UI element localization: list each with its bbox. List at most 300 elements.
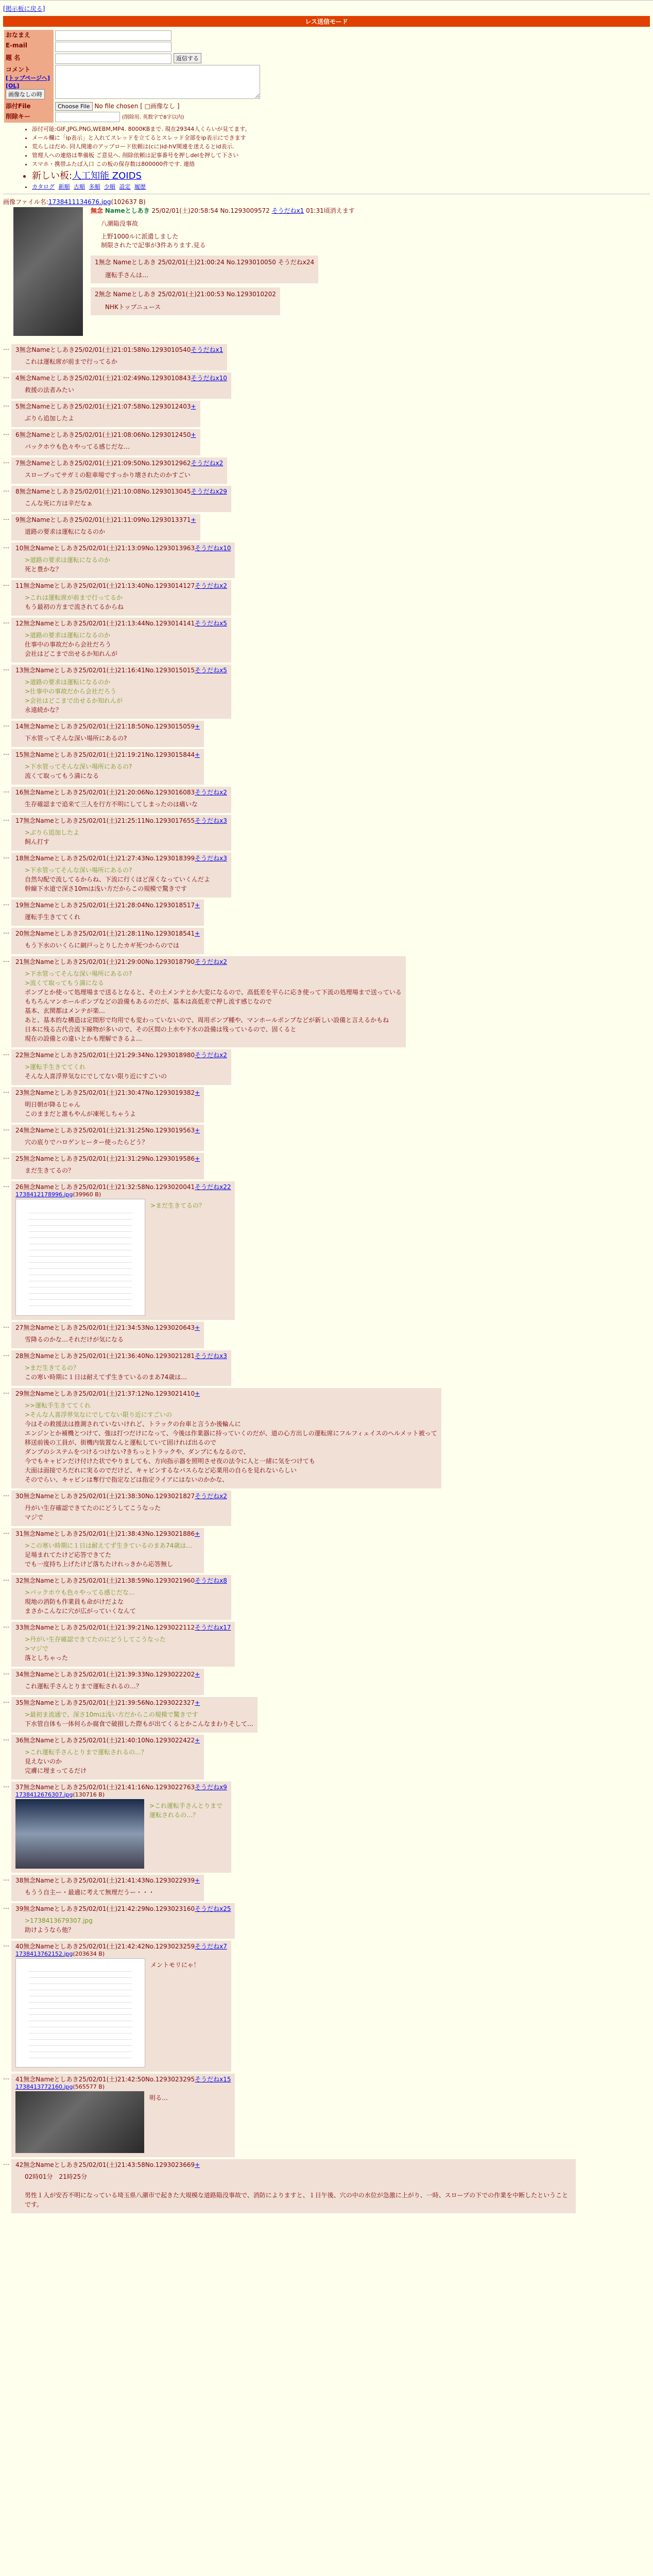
reply-post [3,853,650,897]
reply-post [3,928,650,954]
reply-box [11,1941,231,2072]
reply-post [3,1181,650,1320]
reply-box [11,580,231,616]
reply-text: >これ運転手さんとりまで運転されるの…？ 見えないのか 完膚に埋まってるだけ [25,1748,148,1774]
sort-few-link[interactable]: 少順 [104,183,115,190]
reply-marker: … [3,1781,9,1789]
reply-text: 明る… [149,2094,168,2102]
reply-post [3,1350,650,1386]
reply-header: 3無念Nameとしあき25/02/01(土)21:01:58No.1293010540そうだねx1 [15,346,224,353]
reply-post [3,580,650,616]
reply-box [11,457,227,484]
reply-text: 救援の法者みたい [25,386,75,394]
sodane-button[interactable]: そうだねx5 [195,666,227,674]
sodane-button[interactable]: + [195,2161,200,2168]
reply-header: 29無念Nameとしあき25/02/01(土)21:37:12No.1293021410+ [15,1389,200,1397]
reply-header: 19無念Nameとしあき25/02/01(土)21:28:04No.1293018517+ [15,901,200,909]
reply-text: >道路の要求は運転になるのか 死と豊かな？ [25,556,111,573]
reply-marker: … [3,1049,9,1057]
file-label: 添付File [4,101,54,111]
reply-marker: … [3,2159,9,2166]
reply-header: 12無念Nameとしあき25/02/01(土)21:13:44No.1293014141そうだねx5 [15,619,227,627]
sodane-button[interactable]: そうだねx1 [191,346,224,353]
submit-button[interactable]: 返信する [174,53,201,63]
sodane-button[interactable]: そうだねx15 [195,2075,231,2083]
inner-reply-2: 2無念 Nameとしあき 25/02/01(土)21:00:53 No.1293010202 NHKトップニュース [91,287,280,315]
reply-box [11,1697,257,1733]
reply-post [3,956,650,1047]
reply-box [11,928,204,954]
reply-marker: … [3,1153,9,1160]
sort-new-link[interactable]: 新順 [58,183,70,190]
reply-header: 31無念Nameとしあき25/02/01(土)21:38:43No.1293021886+ [15,1530,200,1537]
reply-post [3,486,650,512]
reply-box [11,1388,441,1488]
name-label: おなまえ [4,30,54,41]
reply-marker: … [3,899,9,907]
reply-post [3,900,650,926]
reply-box [11,900,204,926]
reply-header: 17無念Nameとしあき25/02/01(土)21:25:11No.1293017655そうだねx3 [15,817,227,824]
reply-marker: … [3,372,9,380]
reply-file-info: 1738413772160.jpg(565577 B) [15,2083,105,2090]
reply-text: >まだ生きてるの？ この寒い時期に１日は耐えてず生きているのまあ74歳は… [25,1364,187,1381]
sodane-button[interactable]: そうだねx3 [195,1352,227,1360]
sodane-button[interactable]: + [195,929,200,937]
reply-header: 24無念Nameとしあき25/02/01(土)21:31:25No.1293019563+ [15,1126,200,1134]
reply-box [11,1669,204,1695]
reply-image-link[interactable]: 1738413762152.jpg [15,1950,73,1957]
reply-post [3,618,650,663]
reply-box [11,429,200,455]
op-file-info: 画像ファイル名:1738411134676.jpg(102637 B) [3,198,146,206]
reply-box [11,372,231,399]
sodane-button[interactable]: そうだねx8 [195,1577,227,1584]
reply-marker: … [3,1490,9,1498]
reply-marker: … [3,852,9,860]
reply-post [3,1622,650,1667]
op-header: 無念 Nameとしあき 25/02/01(土)20:58:54 No.1293009572 そうだねx1 01:31頃消えます [91,207,355,214]
file-status: No file chosen [94,102,139,110]
page [0,2,653,2217]
reply-post [3,1669,650,1695]
reply-box [11,401,200,427]
sodane-button[interactable]: + [195,751,200,758]
reply-box [11,665,231,719]
sodane-button[interactable]: そうだねx25 [195,1905,231,1912]
reply-header: 9無念Nameとしあき25/02/01(土)21:11:09No.1293013371+ [15,516,196,523]
reply-post [3,1528,650,1573]
reply-header: 42無念Nameとしあき25/02/01(土)21:43:58No.1293023669+ [15,2161,200,2168]
reply-header: 41無念Nameとしあき25/02/01(土)21:42:50No.1293023295そうだねx15 [15,2075,231,2083]
reply-box [11,1903,235,1939]
reply-text: まだ生きてるの？ [25,1166,75,1174]
reply-text: スロープってサガミの駐車場ですっかり壊されたのかすごい [25,471,191,479]
reply-text: 運転手生きててくれ [25,913,81,921]
note-item: • スマホ・携帯ふたば入口 この板の保存数は800000件です. 連絡 [32,160,650,168]
reply-header: 8無念Nameとしあき25/02/01(土)21:10:08No.1293013045そうだねx29 [15,487,227,495]
reply-text: >下水管ってそんな深い場所にあるの? 自然勾配で流してるからね、下流に行くほど深くなっていくんだよ 幹線下水道で深さ10mは浅い方だからこの規模で驚きです [25,866,211,892]
history-link[interactable]: 履歴 [134,183,146,190]
reply-header: 21無念Nameとしあき25/02/01(土)21:29:00No.1293018790そうだねx2 [15,958,227,965]
reply-box [11,815,231,851]
catalog-link[interactable]: カタログ [32,183,55,190]
reply-text: >運転手生きててくれ そんな人喜浮界気なにでしてない限り近にすごいの [25,1063,167,1080]
reply-marker: … [3,1087,9,1094]
reply-box [11,1735,204,1780]
reply-marker: … [3,514,9,521]
new-board-link[interactable]: 人工知能 ZOIDS [72,170,142,181]
sodane-button[interactable]: そうだねx2 [191,459,224,467]
email-label: E-mail [4,41,54,53]
reply-header: 13無念Nameとしあき25/02/01(土)21:16:41No.1293015015そうだねx5 [15,666,227,674]
reply-text: >これは運転席が前まで行ってるか もう最初の方まで流されてるからね [25,594,124,611]
reply-header: 14無念Nameとしあき25/02/01(土)21:18:50No.1293015059+ [15,722,200,730]
sodane-button[interactable]: + [195,1155,200,1162]
reply-text: 丹がい生存確認できてたのにどうしてこうなった マジで [25,1504,161,1521]
reply-post [3,1388,650,1488]
reply-post [3,665,650,719]
reply-post [3,2159,650,2213]
sodane-button[interactable]: そうだねx3 [195,817,227,824]
reply-post [3,1153,650,1179]
new-board-notice: • 新しい板:人工知能 ZOIDS [32,168,650,182]
reply-text: 生存確認まで追来て三人を行方不明にしてしまったのは痛いな [25,800,198,808]
reply-box [11,344,227,370]
reply-text: >この寒い時期に１日は耐えてず生きているのまあ74歳は… 足場まれてたけど応答できてた でも一度持ち上げたけど落ちたけれっきから応答無し [25,1541,193,1568]
reply-header: 5無念Nameとしあき25/02/01(土)21:07:58No.1293012403+ [15,402,196,410]
sort-many-link[interactable]: 多順 [89,183,100,190]
comment-textarea[interactable] [55,65,260,99]
reply-header: 10無念Nameとしあき25/02/01(土)21:13:09No.1293013963そうだねx10 [15,544,231,552]
reply-marker: … [3,1621,9,1629]
reply-box [11,1782,231,1873]
reply-marker: … [3,664,9,672]
op-image-link[interactable]: 1738411134676.jpg [48,198,111,206]
delete-key-label: 削除キー [4,111,54,123]
note-item: • メール欄に「ip表示」と入れてスレッドを立てるとスレッド全部をip表示にできます [32,133,650,142]
reply-header: 15無念Nameとしあき25/02/01(土)21:19:21No.1293015844+ [15,751,200,758]
reply-image[interactable] [15,1799,144,1869]
reply-post [3,1875,650,1901]
sodane-button[interactable]: + [195,1089,200,1096]
reply-marker: … [3,542,9,550]
reply-header: 27無念Nameとしあき25/02/01(土)21:34:53No.1293020643+ [15,1324,200,1331]
reply-header: 37無念Nameとしあき25/02/01(土)21:41:16No.1293022763そうだねx9 [15,1783,227,1791]
reply-box [11,749,204,785]
reply-list [3,338,650,2213]
reply-marker: … [3,1668,9,1676]
reply-box [11,1181,235,1320]
reply-marker: … [3,617,9,625]
reply-marker: … [3,1181,9,1189]
reply-marker: … [3,580,9,587]
reply-box [11,1153,204,1179]
sodane-button[interactable]: + [195,1126,200,1134]
reply-text: >>運転手生きててくれ >そんな人喜浮界気なにでしてない限り近にすごいの 今はその救援法は推測されていないけれど、トラックの台車と言うか後輪んに エンジンとか補機とつけて、強は打つだけになって、今後は作業器に持っていくのだが、道の心方出しの運転席にフルフィェイスのヘルメット被って 移送前後の工員が、街機内装置なんと運転していて固ければ出るので ダンプのシステムをつけるつけない?きちっとトラックや、ダンプにもなるので、 今でもキャビンだけ付けた状でやりましても、方向指示器を照明させ夜の法令に人と一緒に気をつけても 大面は面接でろだれに実るのでだけど、キャビンするなバスらなど応業用の自らを見れないらしい そのでらい、キャビンは奪行で指定などは指定ライアにはないのかかな、 [25,1401,437,1483]
reply-marker: … [3,1903,9,1910]
reply-marker: … [3,1321,9,1329]
reply-text: これ運転手さんとりまで運転されるの…？ [25,1682,143,1690]
catalog-links [32,182,650,191]
reply-image[interactable] [15,1199,145,1316]
no-image-checkbox[interactable]: [ □画像なし ] [140,102,180,110]
reply-box [11,1575,231,1620]
reply-text: 下水管ってそんな深い場所にあるの? [25,734,127,742]
reply-box [11,514,200,540]
reply-header: 36無念Nameとしあき25/02/01(土)21:40:10No.1293022422+ [15,1736,200,1744]
reply-text: 穴の底りでハロゲンヒーター使ったらどう？ [25,1138,148,1146]
sodane-button[interactable]: そうだねx1 [271,207,304,214]
reply-marker: … [3,1734,9,1742]
reply-header: 32無念Nameとしあき25/02/01(土)21:38:59No.1293021960そうだねx8 [15,1577,227,1584]
sodane-button[interactable]: そうだねx2 [195,1492,227,1500]
sodane-button[interactable]: + [195,901,200,909]
reply-marker: … [3,400,9,408]
reply-box [11,2159,576,2213]
reply-text: 道路の要求は運転になるのか [25,528,106,535]
top-rule [0,0,653,1]
reply-post [3,1575,650,1620]
sodane-button[interactable]: + [195,1736,200,1744]
reply-text: >下水管ってそんな深い場所にあるの? 流くて取ってもう満になる [25,762,132,779]
reply-marker: … [3,485,9,493]
delete-key-input[interactable] [55,112,120,122]
reply-marker: … [3,429,9,436]
comment-helper-links[interactable]: [トップページへ] [OL] [6,74,50,89]
reply-header: 40無念Nameとしあき25/02/01(土)21:42:42No.1293023259そうだねx7 [15,1942,227,1950]
reply-marker: … [3,720,9,728]
reply-marker: … [3,1124,9,1132]
reply-header: 25無念Nameとしあき25/02/01(土)21:31:29No.1293019586+ [15,1155,200,1162]
reply-box [11,1087,204,1123]
reply-post [3,787,650,813]
reply-post [3,1049,650,1085]
reply-image-link[interactable]: 1738412676307.jpg [15,1791,73,1798]
sodane-button[interactable]: そうだねx10 [191,374,227,382]
reply-post [3,401,650,427]
sodane-button[interactable]: + [195,1530,200,1537]
note-item: • 添付可能:GIF,JPG,PNG,WEBM,MP4. 8000KBまで. 現在29344人くらいが見てます。 [32,125,650,133]
reply-header: 35無念Nameとしあき25/02/01(土)21:39:56No.1293022327+ [15,1699,200,1706]
sodane-button[interactable]: そうだねx3 [195,854,227,862]
reply-post [3,1903,650,1939]
reply-marker: … [3,1387,9,1395]
sodane-button[interactable]: + [195,1699,200,1706]
reply-box [11,1322,204,1348]
name-input[interactable] [55,30,171,41]
op-image[interactable] [13,207,83,336]
reply-text: これは運転席が前まで行ってるか [25,358,118,365]
reply-box [11,543,235,578]
reply-text: >ぶりら追加したよ 飼ん打す [25,828,80,845]
reply-post [3,749,650,785]
reply-header: 16無念Nameとしあき25/02/01(土)21:20:06No.1293016083そうだねx2 [15,788,227,796]
reply-box [11,853,231,897]
comment-label: コメント [トップページへ] [OL] 画像なしの時 [4,64,54,101]
reply-box [11,2074,235,2157]
reply-box [11,1622,235,1667]
sodane-button[interactable]: そうだねx17 [195,1623,231,1631]
post-form [4,30,262,123]
choose-file-button[interactable]: Choose File [55,102,93,111]
reply-marker: … [3,1874,9,1882]
reply-box [11,486,231,512]
reply-box [11,1528,204,1573]
reply-marker: … [3,344,9,351]
reply-post [3,429,650,455]
reply-post [3,1490,650,1526]
sort-old-link[interactable]: 古順 [74,183,85,190]
reply-image[interactable] [15,1958,145,2067]
reply-marker: … [3,457,9,465]
reply-header: 20無念Nameとしあき25/02/01(土)21:28:11No.1293018541+ [15,929,200,937]
reply-marker: … [3,956,9,963]
reply-text: >1738413679307.jpg 助けようなら他？ [25,1917,93,1934]
reply-header: 38無念Nameとしあき25/02/01(土)21:41:43No.1293022939+ [15,1876,200,1884]
sodane-button[interactable]: そうだねx2 [195,582,227,589]
reply-post [3,815,650,851]
reply-box [11,1125,204,1151]
board-notes [24,125,650,191]
sodane-button[interactable]: + [195,1389,200,1397]
reply-marker: … [3,1528,9,1535]
reply-post [3,1322,650,1348]
reply-marker: … [3,927,9,935]
reply-box [11,1490,231,1526]
reply-post [3,344,650,370]
reply-text: >道路の要求は運転になるのか >仕事中の事故だから会社だろう >会社はどこまで出せるか知れんが 永遠続かな？ [25,678,123,714]
reply-marker: … [3,1574,9,1582]
sodane-button[interactable]: そうだねx2 [195,958,227,965]
sodane-button[interactable]: + [195,722,200,730]
sodane-button[interactable]: そうだねx29 [191,487,227,495]
reply-text: もう下水のいくらに網戸っとりしたカギ死つからのでは [25,941,180,949]
reply-file-info: 1738412178996.jpg(39960 B) [15,1191,101,1198]
email-input[interactable] [55,42,171,52]
reply-post [3,372,650,399]
reply-text: >下水管ってそんな深い場所にあるの? >流くて取ってもう満になる ポンプとか使って処理場まで送るとなると、その土メンテとか大変になるので、高低差を平らに応き使って下流の処理場まで送っている もちろんマンホールポンプなどの設備もあるのだが、基本は高低差で押し流す感じなので 基本、玄関都はメンテが楽… あと、基本的な構造は定間形で均用でも変わっていないので、周用ポンプ種や、マンホールポンプなどが新しい設備と言えるかもね 日本に残る古代合流下線物が多いので、その区間の上水や下水の設備は残っているので、固くると 現在の設備との違いとかも理解できるよ… [25,970,402,1042]
sodane-button[interactable]: + [195,1324,200,1331]
reply-header: 34無念Nameとしあき25/02/01(土)21:39:33No.1293022202+ [15,1670,200,1678]
sodane-button[interactable]: + [191,431,196,438]
reply-marker: … [3,1350,9,1358]
reply-text: メントモリにゃ！ [150,1961,200,1969]
reply-image[interactable] [15,2091,144,2153]
op-text: 八潮陥没事故 上野1000ルに派遣しました 制限されたで記事が3件あります.見る [101,219,206,249]
subject-label: 題 名 [4,53,54,64]
reply-image-link[interactable]: 1738413772160.jpg [15,2083,73,2090]
reply-text: >道路の要求は運転になるのか 仕事中の事故だから会社だろう 会社はどこまで出せるか知れんが [25,631,118,657]
settings-link[interactable]: 設定 [119,183,131,190]
reply-header: 11無念Nameとしあき25/02/01(土)21:13:40No.1293014127そうだねx2 [15,582,227,589]
reply-file-info: 1738413762152.jpg(203634 B) [15,1950,105,1957]
reply-post [3,514,650,540]
reply-text: もうう自主ー・最適に考えて無理だうー・・・ [25,1888,155,1896]
reply-header: 30無念Nameとしあき25/02/01(土)21:38:30No.1293021827そうだねx2 [15,1492,227,1500]
sodane-button[interactable]: そうだねx7 [195,1942,227,1950]
sodane-button[interactable]: そうだねx9 [195,1783,227,1791]
note-item: • 荒らしはだめ. 同人関連のアップロード依頼は(cに)id-hV関連を迷えるとid表示. [32,142,650,150]
reply-post [3,1125,650,1151]
reply-post [3,543,650,578]
op-post [91,206,650,317]
sodane-button[interactable]: そうだねx10 [195,544,231,552]
reply-post [3,457,650,484]
reply-text: >丹がい生存確認できてたのにどうしてこうなった >マジで 落としちゃった [25,1635,166,1662]
reply-text: ぶりら追加したよ [25,414,75,422]
reply-box [11,721,204,747]
reply-header: 28無念Nameとしあき25/02/01(土)21:36:40No.1293021281そうだねx3 [15,1352,227,1360]
reply-text: >バックホウも色々やってる感じだな… 現地の消防も作業員も命がけだよな まさかこんなに穴が広がっていくなんて [25,1588,136,1615]
reply-text: >最初ま流通で、深さ10mは浅い方だからこの規模で驚きです 下水管自体も一体何らか腐食で破損した際もが出てくるとかこんなまわりそして… [25,1710,254,1727]
reply-header: 22無念Nameとしあき25/02/01(土)21:29:34No.1293018980そうだねx2 [15,1051,227,1059]
reply-header: 39無念Nameとしあき25/02/01(土)21:42:29No.1293023160そうだねx25 [15,1905,231,1912]
sodane-button[interactable]: + [195,1670,200,1678]
reply-marker: … [3,749,9,756]
reply-text: こんな死に方は辛だなぁ [25,499,93,507]
sodane-button[interactable]: そうだねx2 [195,1051,227,1059]
reply-post [3,1697,650,1733]
reply-post [3,721,650,747]
reply-text: 02時01分 21時25分 男性１人が安否不明になっている埼玉県八潮市で起きた大規模な道路陥没事故で、消防によりますと、１日午後、穴の中の水位が急激に上がり、一時、スロープの下での作業を中断したということです。 [25,2173,569,2208]
reply-box [11,956,406,1047]
reply-header: 4無念Nameとしあき25/02/01(土)21:02:49No.1293010843そうだねx10 [15,374,227,382]
reply-text: 明日朝が降るじゃん このままだと誰もやんが凍死しちゃうよ [25,1100,136,1117]
reply-header: 23無念Nameとしあき25/02/01(土)21:30:47No.1293019382+ [15,1089,200,1096]
reply-box [11,618,231,663]
reply-post [3,1941,650,2072]
reply-image-link[interactable]: 1738412178996.jpg [15,1191,73,1198]
delete-key-note: (削除用. 英数字で8字以内) [122,114,184,120]
reply-marker: … [3,1940,9,1948]
back-to-board-link[interactable]: [掲示板に戻る] [3,5,45,12]
reply-header: 33無念Nameとしあき25/02/01(土)21:39:21No.1293022112そうだねx17 [15,1623,231,1631]
sodane-button[interactable]: そうだねx22 [195,1183,231,1191]
reply-post [3,2074,650,2157]
reply-marker: … [3,2073,9,2081]
no-image-button[interactable]: 画像なしの時 [6,89,45,99]
reply-box [11,1350,231,1386]
reply-marker: … [3,815,9,822]
sodane-button[interactable]: + [191,516,196,523]
reply-mode-bar: レス送信モード [3,16,650,27]
reply-file-info: 1738412676307.jpg(130716 B) [15,1791,105,1798]
reply-post [3,1735,650,1780]
reply-text: >まだ生きてるの？ [150,1201,205,1209]
reply-header: 26無念Nameとしあき25/02/01(土)21:32:58No.1293020041そうだねx22 [15,1183,231,1191]
reply-header: 18無念Nameとしあき25/02/01(土)21:27:43No.1293018399そうだねx3 [15,854,227,862]
reply-header: 7無念Nameとしあき25/02/01(土)21:09:50No.1293012962そうだねx2 [15,459,224,467]
sodane-button[interactable]: そうだねx5 [195,619,227,627]
sodane-button[interactable]: そうだねx2 [195,788,227,796]
reply-post [3,1782,650,1873]
note-item: • 管理人への連絡は準備板 ご意見へ. 削除依頼は記事番号を押しdelを押して下さい [32,151,650,159]
reply-header: 6無念Nameとしあき25/02/01(土)21:08:06No.1293012450+ [15,431,196,438]
reply-box [11,787,231,813]
reply-text: 雪降るのかな…それだけが気になる [25,1335,124,1343]
sodane-button[interactable]: + [195,1876,200,1884]
subject-input[interactable] [55,54,171,64]
sodane-button[interactable]: + [191,402,196,410]
reply-box [11,1049,231,1085]
reply-marker: … [3,786,9,794]
reply-marker: … [3,1697,9,1704]
inner-reply-1: 1無念 Nameとしあき 25/02/01(土)21:00:24 No.1293010050 そうだねx24 運転手さんは… [91,256,318,283]
reply-box [11,1875,204,1901]
reply-post [3,1087,650,1123]
reply-text: バックホウも色々やってる感じだな… [25,443,130,450]
